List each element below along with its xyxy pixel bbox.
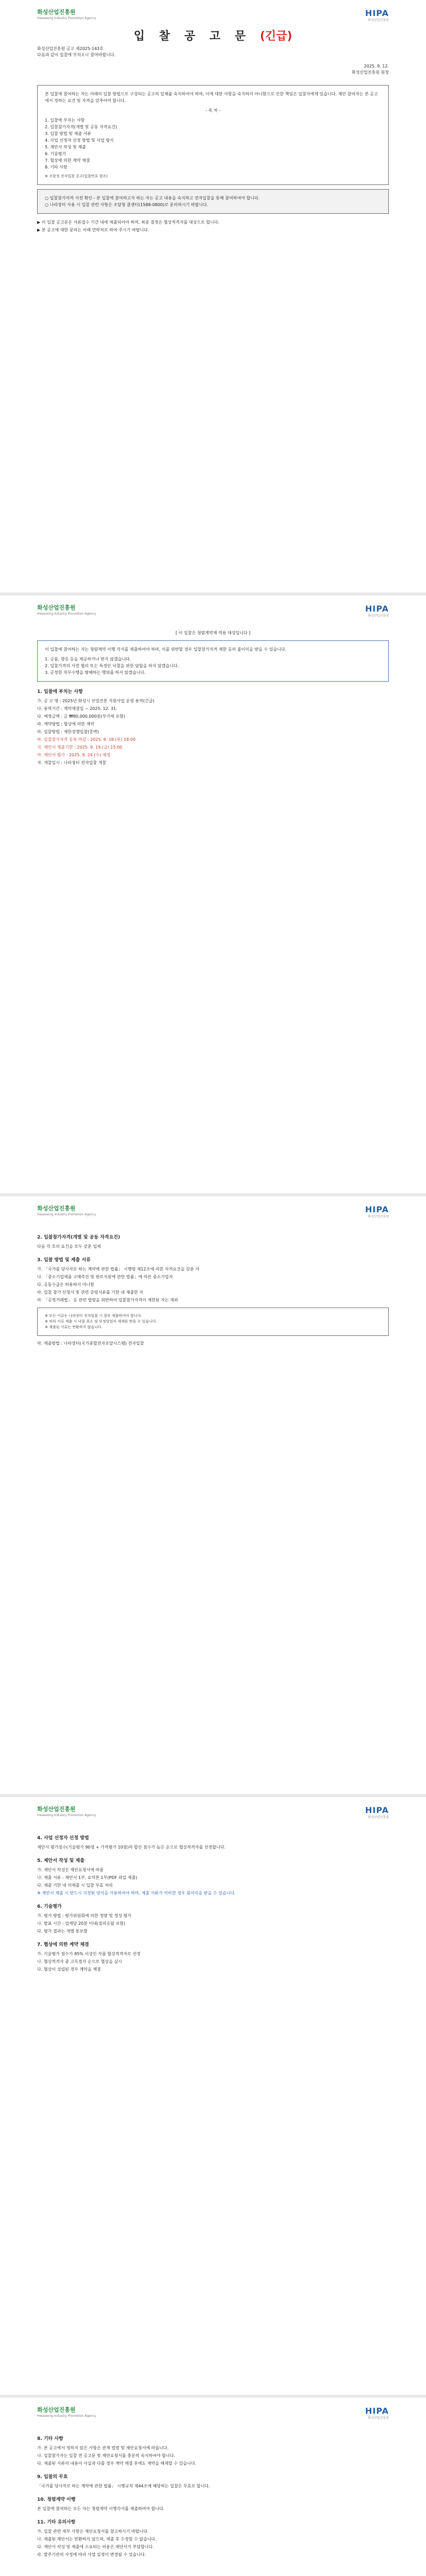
deadline-item: 바. 입찰참가자격 등록 마감 : 2025. 9. 18.(목) 18:00 (37, 737, 136, 742)
section-heading: 11. 기타 유의사항 (37, 2520, 76, 2525)
section-item: 가. 공 고 명 : 2025년 화성시 산업진흥 지원사업 운영 용역(긴급) (37, 699, 155, 703)
section-item: 가. 본 공고에서 정하지 않은 사항은 관계 법령 및 제안요청서에 따릅니다. (37, 2446, 169, 2450)
notice-intro: 다음과 같이 입찰에 부치오니 참여바랍니다. (37, 53, 116, 57)
section-text: 제안서 평가점수(기술평가 90점 + 가격평가 10점)의 합산 점수가 높은 순으로 협상적격자를 선정합니다. (37, 1845, 226, 1850)
page-5 (0, 2398, 426, 2576)
page-header (37, 9, 389, 27)
section-item: 마. 「공정거래법」 등 관련 법령을 위반하여 입찰참가자격이 제한된 자는 제외 (37, 1298, 178, 1302)
agency-logo: 화성산업진흥원 Hwaseong Industry Promotion Agency (37, 9, 96, 20)
section-heading: 7. 협상에 의한 계약 체결 (37, 1942, 89, 1947)
section-item: 라. 발주기관의 사정에 따라 사업 일정이 변경될 수 있습니다. (37, 2552, 146, 2557)
highlight-note: ※ 제안서 제출 시 반드시 지정된 양식을 사용하여야 하며, 제출 서류가 미비한 경우 불이익을 받을 수 있습니다. (37, 1891, 236, 1895)
section-item: 가. 제안서 작성은 제안요청서에 따름 (37, 1868, 104, 1872)
section-item: 나. 발표 시간 : 업체당 20분 이내(질의응답 포함) (37, 1921, 125, 1926)
toc-item: 3. 입찰 방법 및 제출 서류 (45, 131, 91, 136)
notes-box (37, 1308, 389, 1336)
bullet-item: ▶ 이 입찰 공고문은 서류접수 기간 내에 제출되어야 하며, 최종 결정은 협상적격자를 대상으로 합니다. (37, 220, 220, 225)
section-item: 가. 기술평가 점수가 85% 이상인 자를 협상적격자로 선정 (37, 1952, 141, 1956)
section-item: 다. 공동수급은 허용하지 아니함 (37, 1282, 94, 1287)
section-text: 본 입찰에 참여하는 모든 자는 청렴계약 이행각서를 제출하여야 합니다. (37, 2506, 165, 2511)
bullet-list (37, 219, 389, 233)
notice-org: 화성산업진흥원 원장 (351, 70, 389, 75)
toc-item: 8. 기타 사항 (45, 165, 68, 170)
integrity-item: 3. 공정한 직무수행을 방해하는 행위를 하지 않겠습니다. (45, 670, 146, 675)
section-item: 라. 입찰 참가 신청서 및 관련 증빙서류를 기한 내 제출한 자 (37, 1290, 143, 1295)
page-4-content (37, 1828, 389, 1974)
page-header (37, 1806, 389, 1824)
agency-logo: 화성산업진흥원 Hwaseong Industry Promotion Agency (37, 2406, 96, 2418)
section-heading: 1. 입찰에 부치는 사항 (37, 689, 83, 694)
hipa-logo: HIPA 화성산업진흥원 (365, 604, 389, 618)
guide-item: ○ 나라장터 사용 시 입찰 관련 사항은 조달청 콜센터(1588-0800)로 문의하시기 바랍니다. (45, 202, 208, 207)
integrity-item: 2. 입찰가격의 사전 협의 또는 특정인 낙찰을 위한 담합을 하지 않겠습니다. (45, 664, 179, 668)
section-item: 라. 계약방법 : 협상에 의한 계약 (37, 722, 94, 726)
section-item: 나. 협상적격자 중 고득점자 순으로 협상을 실시 (37, 1959, 122, 1964)
page-1 (0, 0, 426, 592)
summary-text: 본 입찰에 참여하는 자는 아래의 입찰 방법으로 구성되는 공고의 일체를 숙지하여야 하며, 이에 대한 사항을 숙지하지 아니함으로 인한 책임은 입찰자에게 있습니다. 제안 참여자는 본 공고에서 정하는 요건 및 자격을 갖추어야 합니다. (45, 92, 378, 103)
note-item: ※ 허위 서류 제출 시 낙찰 취소 및 부정당업자 제재를 받을 수 있습니다. (45, 1319, 157, 1324)
page-2 (0, 596, 426, 1193)
section-item: 나. 「중소기업제품 구매촉진 및 판로지원에 관한 법률」에 따른 중소기업자 (37, 1275, 173, 1279)
section-heading: 6. 기술평가 (37, 1904, 62, 1909)
page-header (37, 605, 389, 622)
page-1-content (37, 31, 389, 234)
page-5-content (37, 2429, 389, 2559)
section-item: 다. 예정금액 : 금 ₩80,000,000원(부가세 포함) (37, 714, 125, 719)
hipa-logo: HIPA 화성산업진흥원 (365, 2406, 389, 2420)
section-heading: 10. 청렴계약 이행 (37, 2497, 76, 2502)
section-item: 다. 제출 기한 내 미제출 시 입찰 무효 처리 (37, 1883, 113, 1888)
section-item: 나. 용역기간 : 계약체결일 ~ 2025. 12. 31. (37, 706, 118, 711)
hipa-logo: HIPA 화성산업진흥원 (365, 8, 389, 22)
section-item: 다. 협상이 성립된 경우 계약을 체결 (37, 1967, 101, 1972)
note-item: ※ 제출된 서류는 반환하지 않습니다. (45, 1325, 103, 1329)
document-title: 입 찰 공 고 문 (긴급) (134, 30, 292, 43)
section-item: 마. 제출방법 : 나라장터(국가종합전자조달시스템) 전자입찰 (37, 1341, 144, 1346)
notice-summary-box (37, 85, 389, 185)
section-item: 나. 제출 서류 : 제안서 1부, 요약본 1부(PDF 파일 제출) (37, 1875, 138, 1880)
agency-logo: 화성산업진흥원 Hwaseong Industry Promotion Agency (37, 604, 96, 616)
section-text: 다음 각 호의 요건을 모두 갖춘 업체 (37, 1244, 101, 1249)
page-4 (0, 1797, 426, 2395)
page-3-content (37, 1227, 389, 1348)
section-item: 가. 「국가를 당사자로 하는 계약에 관한 법률」 시행령 제12조에 의한 자격요건을 갖춘 자 (37, 1267, 200, 1272)
section-item: 자. 개찰일시 : 나라장터 전자입찰 개찰 (37, 760, 106, 765)
section-text: 「국가를 당사자로 하는 계약에 관한 법률」 시행규칙 제44조에 해당하는 입찰은 무효로 합니다. (37, 2484, 210, 2488)
deadline-item: 아. 제안서 평가 : 2025. 9. 24.(수) 예정 (37, 753, 111, 757)
section-item: 마. 입찰방법 : 제한경쟁입찰(총액) (37, 730, 99, 734)
guide-item: ○ 입찰참가자격 사전 확인 - 본 입찰에 참여하고자 하는 자는 공고 내용을 숙지하고 전자입찰을 통해 참여하여야 합니다. (45, 196, 260, 200)
notice-date: 2025. 9. 12. (364, 64, 389, 69)
toc-note: ※ 조달청 전자입찰 공고(입찰번호 참조) (45, 174, 108, 178)
section-item: 나. 제출된 제안서는 반환하지 않으며, 제출 후 수정할 수 없습니다. (37, 2537, 157, 2541)
toc-item: 7. 협상에 의한 계약 체결 (45, 158, 90, 163)
toc-item: 4. 사업 선정자 선정 방법 및 사업 방식 (45, 138, 114, 143)
toc-item: 1. 입찰에 부치는 사항 (45, 118, 85, 123)
page-3 (0, 1196, 426, 1794)
section-item: 다. 제출된 서류의 내용이 사실과 다를 경우 계약 체결 후에도 계약을 해제할 수 있습니다. (37, 2461, 196, 2466)
toc-item: 5. 제안서 작성 및 제출 (45, 145, 86, 149)
page-2-content (37, 626, 389, 767)
integrity-item: 1. 금품, 향응 등을 제공하거나 받지 않겠습니다. (45, 657, 132, 662)
deadline-item: 사. 제안서 제출기한 : 2025. 9. 19.(금) 15:00 (37, 745, 123, 750)
section-item: 가. 평가 방법 : 평가위원회에 의한 정량 및 정성 평가 (37, 1913, 132, 1918)
toc-heading: - 목 차 - (205, 108, 221, 113)
toc-item: 6. 기술평가 (45, 151, 67, 156)
agency-logo: 화성산업진흥원 Hwaseong Industry Promotion Agency (37, 1806, 96, 1817)
section-heading: 3. 입찰 방법 및 제출 서류 (37, 1258, 91, 1263)
urgent-badge: (긴급) (259, 30, 292, 43)
note-item: ※ 모든 서류는 나라장터 전자입찰 시 첨부 제출하여야 합니다. (45, 1314, 142, 1318)
integrity-box (37, 640, 389, 682)
section-item: 다. 평가 결과는 개별 통보함 (37, 1929, 88, 1934)
section-heading: 9. 입찰의 무효 (37, 2475, 68, 2480)
hipa-logo: HIPA 화성산업진흥원 (365, 1805, 389, 1819)
integrity-heading: [ 이 입찰은 청렴계약제 적용 대상입니다 ] (175, 631, 251, 635)
toc-item: 2. 입찰참가자격(개별 및 공동 자격요건) (45, 125, 117, 129)
section-heading: 2. 입찰참가자격(개별 및 공동 자격요건) (37, 1235, 120, 1240)
section-heading: 8. 기타 사항 (37, 2436, 63, 2442)
section-heading: 4. 사업 선정자 선정 방법 (37, 1836, 89, 1841)
page-header (37, 2407, 389, 2425)
agency-logo: 화성산업진흥원 Hwaseong Industry Promotion Agency (37, 1205, 96, 1216)
page-header (37, 1206, 389, 1223)
hipa-logo: HIPA 화성산업진흥원 (365, 1205, 389, 1218)
section-item: 가. 입찰 관련 세부 사항은 제안요청서를 참고하시기 바랍니다. (37, 2529, 149, 2534)
integrity-intro: 이 입찰에 참여하는 자는 청렴계약 이행 각서를 제출하여야 하며, 이를 위반할 경우 입찰참가자격 제한 등의 불이익을 받을 수 있습니다. (45, 647, 287, 652)
notice-number: 화성산업진흥원 공고 제2025-143호 (37, 46, 104, 51)
section-heading: 5. 제안서 작성 및 제출 (37, 1858, 85, 1863)
section-item: 다. 제안서 작성 및 제출에 소요되는 비용은 제안사가 부담합니다. (37, 2545, 154, 2549)
section-item: 나. 입찰참가자는 입찰 전 공고문 및 제안요청서를 충분히 숙지하여야 합니다. (37, 2453, 175, 2458)
guide-box (37, 189, 389, 214)
bullet-item: ▶ 본 공고에 대한 문의는 아래 연락처로 하여 주시기 바랍니다. (37, 228, 150, 232)
